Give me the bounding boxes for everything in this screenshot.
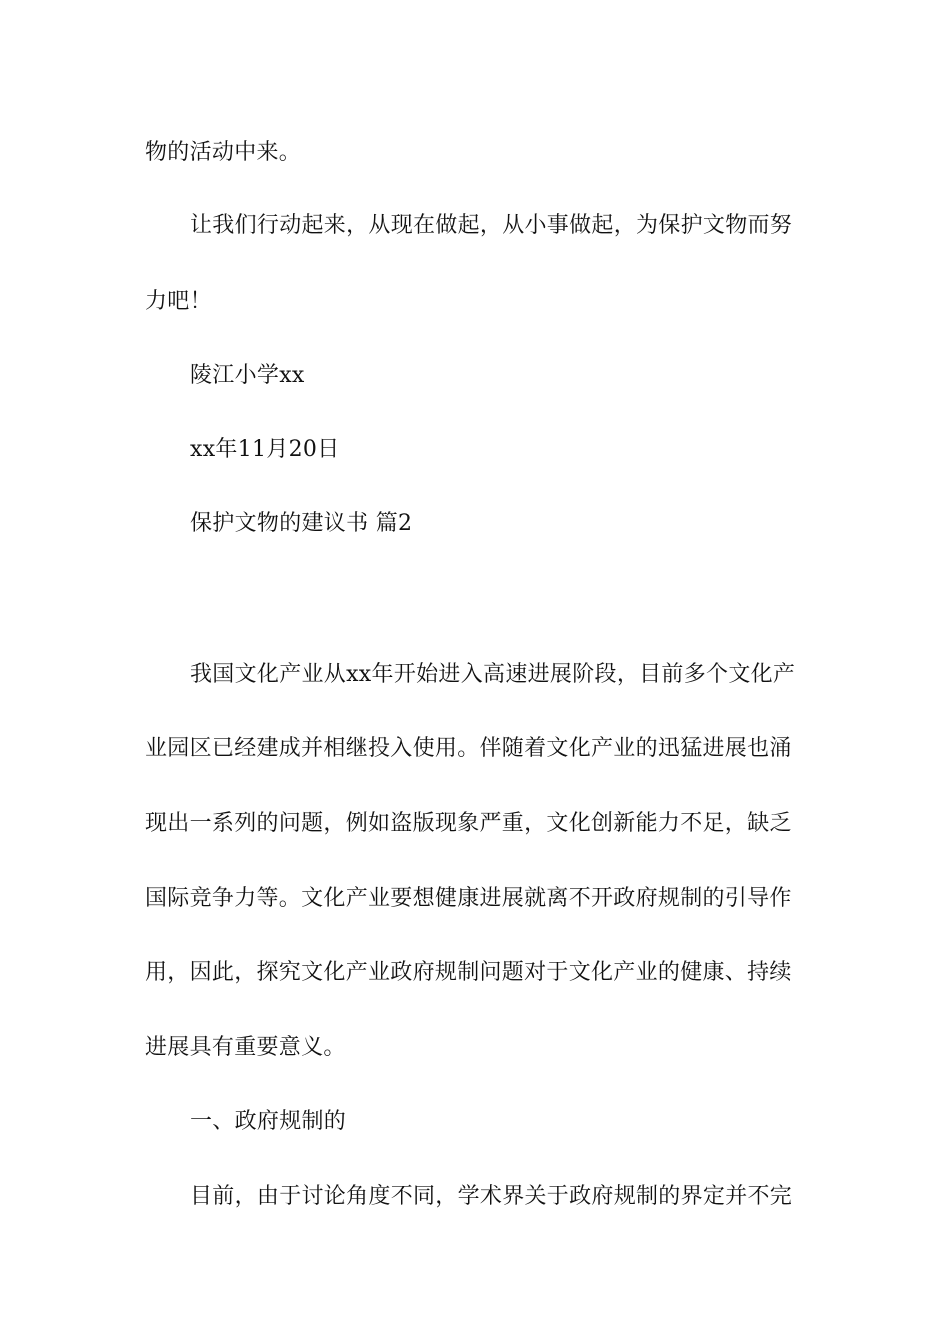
paragraph-line: 国际竞争力等。文化产业要想健康进展就离不开政府规制的引导作 <box>145 886 792 911</box>
paragraph-line: 物的活动中来。 <box>145 140 302 165</box>
subsection-heading: 一、政府规制的 <box>190 1109 347 1134</box>
paragraph-line: 业园区已经建成并相继投入使用。伴随着文化产业的迅猛进展也涌 <box>145 736 792 761</box>
paragraph-line: 力吧！ <box>145 289 212 314</box>
paragraph-line: 我国文化产业从xx年开始进入高速进展阶段，目前多个文化产 <box>190 662 796 687</box>
paragraph-line: 现出一系列的问题，例如盗版现象严重，文化创新能力不足，缺乏 <box>145 811 792 836</box>
signature-date: xx年11月20日 <box>190 437 340 462</box>
paragraph-line: 进展具有重要意义。 <box>145 1035 346 1060</box>
signature-school: 陵江小学xx <box>190 363 305 388</box>
paragraph-line: 让我们行动起来，从现在做起，从小事做起，为保护文物而努 <box>190 213 793 238</box>
paragraph-line: 用，因此，探究文化产业政府规制问题对于文化产业的健康、持续 <box>145 960 792 985</box>
section-heading: 保护文物的建议书 篇2 <box>190 511 413 536</box>
paragraph-line: 目前，由于讨论角度不同，学术界关于政府规制的界定并不完 <box>190 1184 793 1209</box>
